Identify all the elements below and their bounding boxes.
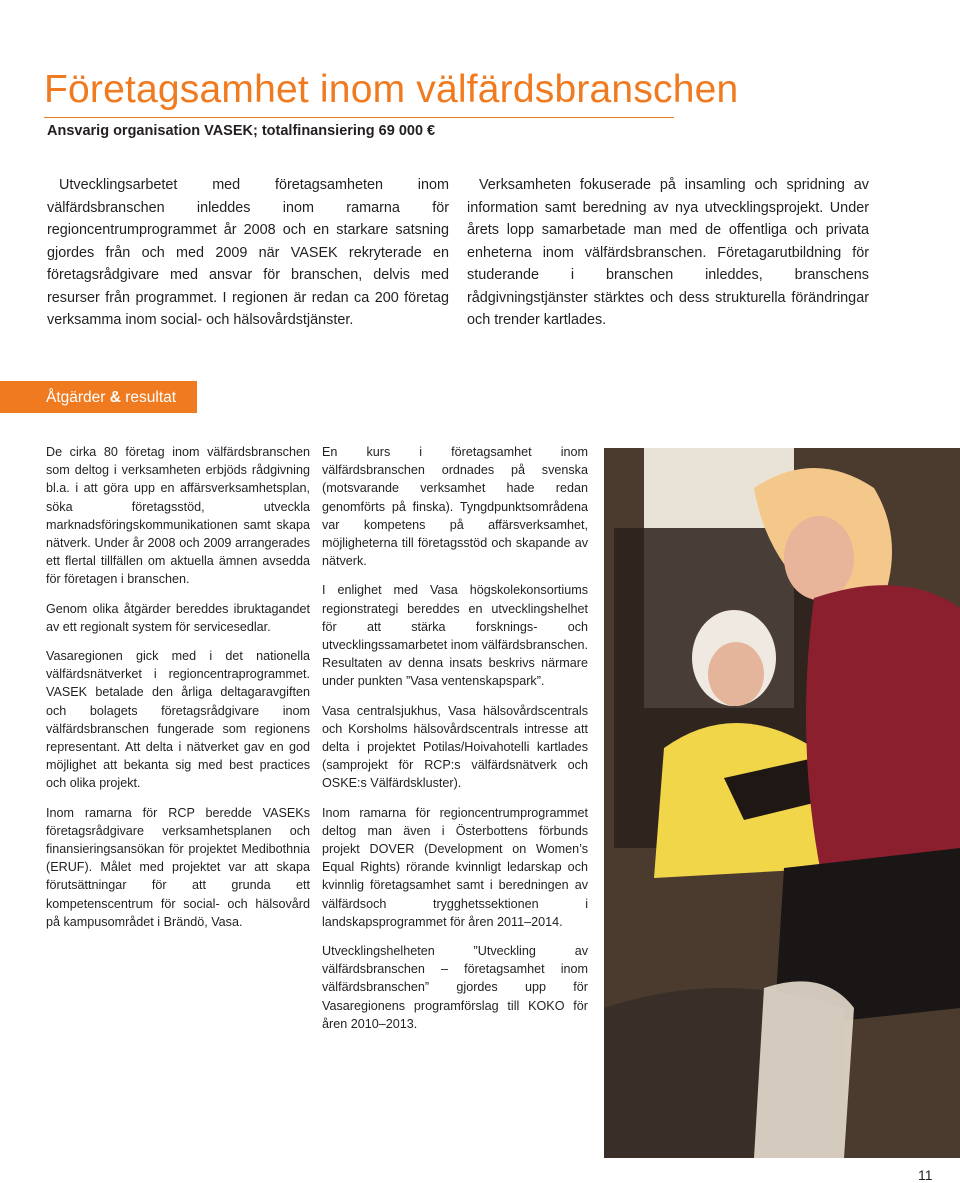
paragraph: Inom ramarna för RCP beredde VASEKs företagsrådgivare verksamhetsplanen och finansieringsansökan för projektet Medibothnia (ERUF). Målet med projektet var att skapa förutsättningar för att grunda ett kompetenscentrum för social- och hälsovård på kampusområdet i Brändö, Vasa.: [46, 805, 310, 929]
subtitle: Ansvarig organisation VASEK; totalfinansiering 69 000 €: [47, 123, 436, 139]
title-rule: [44, 117, 674, 118]
page-title: Företagsamhet inom välfärdsbranschen: [44, 68, 739, 111]
intro-right: Verksamheten fokuserade på insamling och spridning av information samt beredning av nya utvecklingsprojekt. Under årets lopp samarbetade man med de offentliga och privata enheterna inom välfärdsbranschen. Företagarutbildning för studerande i branschen inleddes, branschens rådgivningstjänster stärktes och dess strukturella förändringar och trender kartlades.: [467, 177, 869, 328]
section-heading-amp: &: [109, 389, 121, 406]
section-heading: [0, 381, 197, 413]
page-number: 11: [918, 1167, 933, 1183]
paragraph: Utvecklingshelheten ”Utveckling av välfärdsbranschen – företagsamhet inom välfärdsbranschen” gjordes upp för Vasaregionens programförslag till KOKO för åren 2010–2013.: [322, 944, 588, 1031]
body-column-middle: [322, 443, 588, 1044]
paragraph: Inom ramarna för regioncentrumprogrammet deltog man även i Österbottens förbunds projekt DOVER (Development on Women’s Equal Rights) rörande kvinnligt ledarskap och kvinnlig företagsamhet samt i beredningen av välfärdsoch trygghetssektionen i landskapsprogrammet för åren 2011–2014.: [322, 805, 588, 929]
paragraph: I enlighet med Vasa högskolekonsortiums regionstrategi bereddes en utvecklingshelhet för att stärka forsknings- och utvecklingssamarbetet inom välfärdsbranschen. Resultaten av denna insats beskrivs närmare under punkten ”Vasa ventenskapspark”.: [322, 583, 588, 689]
intro-left: Utvecklingsarbetet med företagsamheten inom välfärdsbranschen inleddes inom ramarna för regioncentrumprogrammet år 2008 och en starkare satsning gjordes från och med 2009 när VASEK rekryterade en företagsrådgivare med ansvar för branschen, delvis med resurser från programmet. I regionen är redan ca 200 företag verksamma inom social- och hälsovårdstjänster.: [47, 177, 449, 328]
paragraph: Vasaregionen gick med i det nationella välfärdsnätverket i regioncentraprogrammet. VASEK betalade den årliga deltagaravgiften och bolagets företagsrådgivare inom välfärdsbranschen fungerade som regionens representant. Att delta i nätverket gav en god möjlighet att bekanta sig med best practices och olika projekt.: [46, 649, 310, 791]
paragraph: De cirka 80 företag inom välfärdsbranschen som deltog i verksamheten erbjöds rådgivning bl.a. i att göra upp en affärsverksamhetsplan, söka företagsstöd, utveckla marknadsföringskommunikationen samt skapa nätverk. Under år 2008 och 2009 arrangerades ett flertal tillfällen om aktuella ämnen avsedda för företagen i branschen.: [46, 445, 310, 587]
paragraph: Vasa centralsjukhus, Vasa hälsovårdscentrals och Korsholms hälsovårdscentrals intresse att delta i projektet Potilas/Hoivahotelli kartlades (samprojekt för RCP:s välfärdsnätverk och OSKE:s Välfärdskluster).: [322, 703, 588, 791]
caregiver-photo-illustration: [604, 448, 960, 1158]
body-column-left: [46, 443, 310, 942]
section-heading-part1: Åtgärder: [46, 389, 110, 406]
paragraph: En kurs i företagsamhet inom välfärdsbranschen ordnades på svenska (motsvarande verksamhet hade redan genomförts på finska). Tyngdpunktsområdena var kompetens på affärsverksamhet, möjligheterna till företagsstöd och skapande av nätverk.: [322, 445, 588, 569]
section-heading-part2: resultat: [120, 389, 177, 406]
caregiver-photo: [604, 448, 960, 1158]
paragraph: Genom olika åtgärder bereddes ibruktagandet av ett regionalt system för servicesedlar.: [46, 601, 310, 634]
